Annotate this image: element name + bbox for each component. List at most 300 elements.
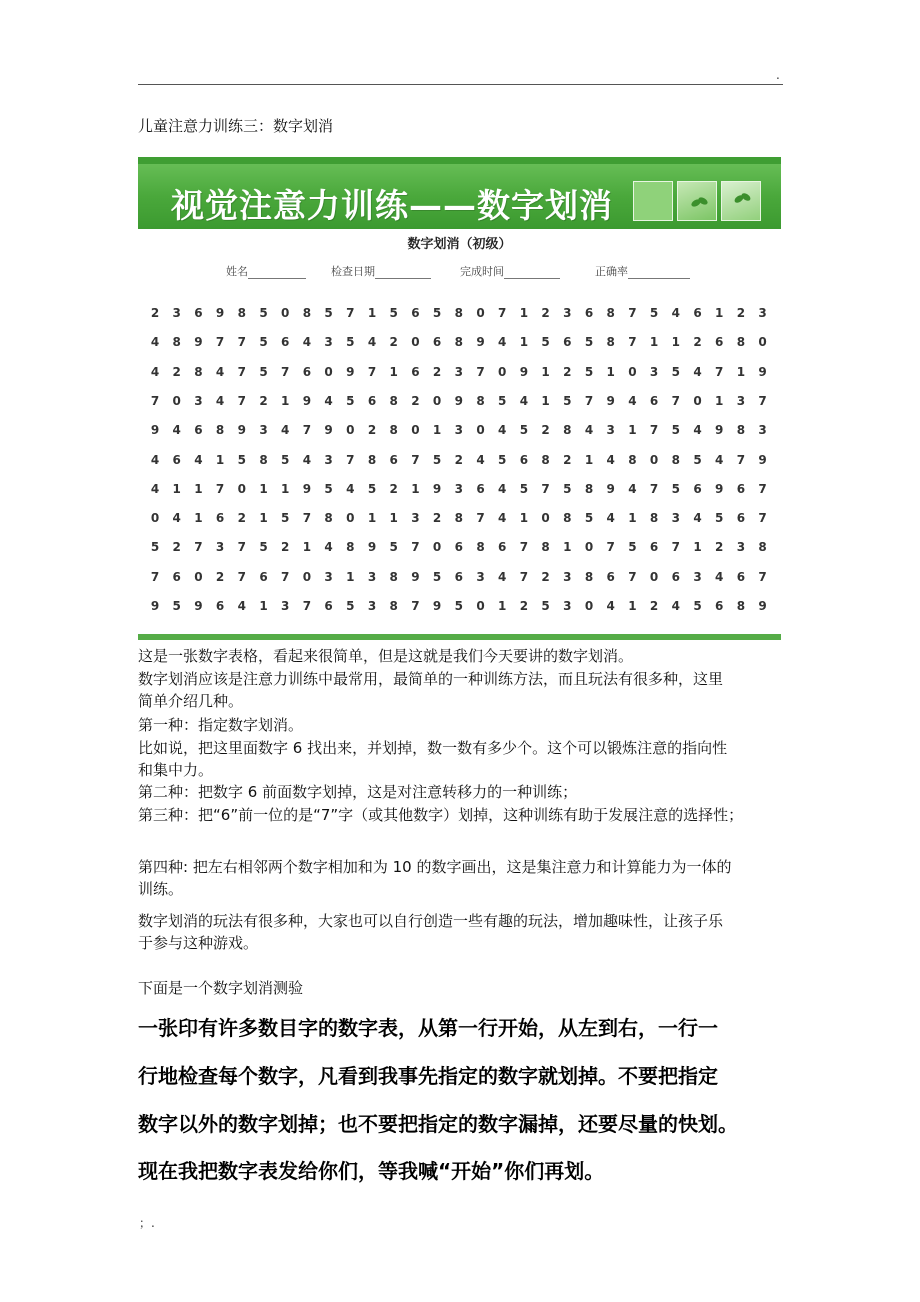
digit-cell: 0 bbox=[150, 511, 160, 526]
digit-cell: 3 bbox=[454, 481, 463, 496]
digit-cell: 7 bbox=[671, 540, 680, 555]
paragraph-line: 和集中力。 bbox=[138, 761, 214, 779]
digit-cell: 7 bbox=[649, 423, 659, 438]
digit-cell: 6 bbox=[215, 599, 225, 613]
field-blank bbox=[504, 268, 560, 279]
digit-cell: 0 bbox=[584, 540, 594, 555]
field-finish-time bbox=[460, 263, 560, 279]
digit-cell: 0 bbox=[584, 599, 594, 613]
digit-cell: 4 bbox=[606, 452, 615, 467]
digit-cell: 7 bbox=[736, 452, 746, 467]
digit-cell: 1 bbox=[389, 511, 398, 526]
digit-cell: 4 bbox=[498, 335, 507, 350]
digit-cell: 5 bbox=[346, 599, 355, 613]
digit-cell: 1 bbox=[541, 393, 550, 408]
digit-cell: 5 bbox=[346, 335, 355, 350]
digit-cell: 9 bbox=[237, 423, 246, 438]
digit-cell: 5 bbox=[541, 335, 550, 350]
digit-cell: 6 bbox=[432, 335, 442, 350]
digit-cell: 2 bbox=[259, 393, 268, 408]
digit-cell: 3 bbox=[758, 306, 767, 320]
digit-cell: 0 bbox=[432, 540, 442, 555]
digit-cell: 5 bbox=[432, 569, 442, 584]
digit-cell: 6 bbox=[519, 452, 529, 467]
digit-cell: 9 bbox=[715, 423, 724, 438]
digit-cell: 5 bbox=[671, 481, 680, 496]
digit-cell: 0 bbox=[302, 569, 312, 584]
digit-cell: 5 bbox=[237, 452, 246, 467]
digit-cell: 4 bbox=[693, 423, 702, 438]
digit-cell: 4 bbox=[715, 452, 724, 467]
digit-cell: 2 bbox=[237, 511, 246, 526]
digit-cell: 2 bbox=[454, 452, 463, 467]
digit-cell: 9 bbox=[758, 452, 767, 467]
digit-cell: 1 bbox=[367, 306, 377, 320]
digit-cell: 5 bbox=[259, 540, 268, 555]
digit-cell: 1 bbox=[281, 481, 290, 496]
digit-cell: 7 bbox=[584, 393, 594, 408]
digit-cell: 6 bbox=[649, 540, 659, 555]
digit-cell: 2 bbox=[541, 423, 550, 438]
digit-cell: 9 bbox=[194, 599, 203, 613]
digit-cell: 3 bbox=[324, 452, 333, 467]
paragraph-line: 第四种: 把左右相邻两个数字相加和为 10 的数字画出，这是集注意力和计算能力为一体的 bbox=[138, 858, 732, 876]
digit-cell: 6 bbox=[411, 306, 420, 320]
digit-cell: 1 bbox=[715, 306, 724, 320]
paragraph-line: 简单介绍几种。 bbox=[138, 692, 244, 710]
digit-cell: 3 bbox=[411, 511, 420, 526]
digit-cell: 1 bbox=[541, 364, 550, 379]
digit-cell: 0 bbox=[411, 335, 420, 350]
digit-cell: 6 bbox=[736, 569, 746, 584]
digit-cell: 0 bbox=[649, 452, 659, 467]
sprout-thumbnail bbox=[677, 181, 717, 221]
digit-cell: 4 bbox=[150, 364, 160, 379]
digit-cell: 5 bbox=[584, 364, 594, 379]
digit-cell: 5 bbox=[541, 599, 550, 613]
digit-cell: 5 bbox=[389, 540, 398, 555]
digit-cell: 8 bbox=[259, 452, 268, 467]
digit-cell: 5 bbox=[432, 452, 442, 467]
digit-cell: 4 bbox=[215, 364, 225, 379]
digit-cell: 7 bbox=[194, 540, 203, 555]
digit-cell: 3 bbox=[259, 423, 268, 438]
digit-cell: 1 bbox=[628, 423, 637, 438]
digit-cell: 8 bbox=[736, 335, 746, 350]
digit-cell: 7 bbox=[519, 569, 529, 584]
digit-cell: 3 bbox=[367, 569, 377, 584]
field-accuracy bbox=[595, 263, 690, 279]
digit-cell: 5 bbox=[563, 393, 572, 408]
digit-cell: 3 bbox=[454, 423, 463, 438]
digit-cell: 5 bbox=[324, 481, 333, 496]
digit-cell: 9 bbox=[324, 423, 333, 438]
digit-cell: 6 bbox=[215, 511, 225, 526]
digit-cell: 1 bbox=[259, 481, 268, 496]
digit-cell: 1 bbox=[584, 452, 594, 467]
digit-cell: 7 bbox=[671, 393, 680, 408]
digit-cell: 3 bbox=[758, 423, 767, 438]
digit-cell: 6 bbox=[194, 306, 203, 320]
field-blank bbox=[375, 268, 431, 279]
digit-cell: 0 bbox=[346, 423, 355, 438]
digit-cell: 0 bbox=[346, 511, 355, 526]
digit-cell: 1 bbox=[671, 335, 680, 350]
paragraph bbox=[138, 714, 303, 736]
digit-cell: 6 bbox=[693, 481, 702, 496]
paragraph-line: 比如说，把这里面数字 6 找出来，并划掉，数一数有多少个。这个可以锻炼注意的指向性 bbox=[138, 739, 728, 757]
digit-cell: 6 bbox=[715, 335, 724, 350]
banner-stripe bbox=[138, 157, 781, 164]
field-blank bbox=[248, 268, 306, 279]
digit-cell: 4 bbox=[628, 393, 637, 408]
digit-cell: 6 bbox=[498, 540, 507, 555]
digit-cell: 6 bbox=[606, 569, 615, 584]
digit-cell: 4 bbox=[715, 569, 724, 584]
digit-cell: 5 bbox=[671, 423, 680, 438]
digit-cell: 5 bbox=[693, 599, 702, 613]
digit-cell: 6 bbox=[411, 364, 420, 379]
paragraph-line: 第三种：把“6”前一位的是“7”字（或其他数字）划掉，这种训练有助于发展注意的选择性； bbox=[138, 806, 744, 824]
digit-cell: 5 bbox=[172, 599, 181, 613]
paragraph bbox=[138, 737, 727, 781]
digit-cell: 4 bbox=[519, 393, 529, 408]
digit-cell: 7 bbox=[628, 335, 637, 350]
digit-cell: 0 bbox=[194, 569, 203, 584]
digit-cell: 8 bbox=[563, 423, 572, 438]
digit-cell: 7 bbox=[628, 306, 637, 320]
digit-cell: 8 bbox=[671, 452, 680, 467]
digit-cell: 9 bbox=[215, 306, 225, 320]
instruction-line: 行地检查每个数字，凡看到我事先指定的数字就划掉。不要把指定 bbox=[138, 1064, 718, 1088]
digit-cell: 2 bbox=[693, 335, 702, 350]
digit-cell: 3 bbox=[736, 393, 746, 408]
digit-cell: 2 bbox=[172, 540, 181, 555]
figure-banner bbox=[138, 157, 781, 229]
digit-cell: 9 bbox=[758, 364, 767, 379]
digit-cell: 4 bbox=[498, 569, 507, 584]
digit-cell: 4 bbox=[324, 540, 333, 555]
field-label: 正确率 bbox=[595, 265, 628, 278]
digit-cell: 9 bbox=[432, 481, 442, 496]
digit-cell: 9 bbox=[411, 569, 420, 584]
digit-cell: 2 bbox=[541, 306, 550, 320]
digit-cell: 6 bbox=[281, 335, 290, 350]
paragraph bbox=[138, 856, 731, 900]
digit-cell: 6 bbox=[736, 481, 746, 496]
digit-cell: 8 bbox=[628, 452, 637, 467]
digit-cell: 0 bbox=[476, 423, 485, 438]
digit-cell: 1 bbox=[367, 511, 377, 526]
digit-cell: 4 bbox=[172, 511, 181, 526]
digit-cell: 4 bbox=[584, 423, 594, 438]
digit-cell: 9 bbox=[715, 481, 724, 496]
digit-cell: 1 bbox=[194, 511, 203, 526]
digit-cell: 4 bbox=[498, 481, 507, 496]
digit-cell: 9 bbox=[302, 481, 312, 496]
digit-cell: 1 bbox=[411, 481, 420, 496]
digit-cell: 9 bbox=[150, 423, 160, 438]
digit-cell: 8 bbox=[476, 540, 485, 555]
digit-cell: 4 bbox=[498, 423, 507, 438]
digit-cell: 4 bbox=[498, 511, 507, 526]
digit-cell: 5 bbox=[150, 540, 160, 555]
digit-cell: 3 bbox=[693, 569, 702, 584]
digit-cell: 0 bbox=[172, 393, 181, 408]
digit-cell: 8 bbox=[302, 306, 312, 320]
digit-cell: 4 bbox=[606, 511, 615, 526]
digit-cell: 1 bbox=[432, 423, 442, 438]
digit-cell: 9 bbox=[432, 599, 442, 613]
digit-cell: 1 bbox=[519, 335, 529, 350]
digit-cell: 4 bbox=[628, 481, 637, 496]
digit-cell: 8 bbox=[237, 306, 246, 320]
digit-cell: 7 bbox=[215, 335, 225, 350]
digit-cell: 0 bbox=[758, 335, 767, 350]
digit-cell: 5 bbox=[498, 393, 507, 408]
digit-cell: 1 bbox=[628, 511, 637, 526]
digit-cell: 5 bbox=[628, 540, 637, 555]
digit-cell: 8 bbox=[389, 569, 398, 584]
digit-cell: 9 bbox=[476, 335, 485, 350]
digit-cell: 4 bbox=[367, 335, 377, 350]
digit-cell: 4 bbox=[237, 599, 246, 613]
digit-cell: 8 bbox=[606, 306, 615, 320]
digit-cell: 5 bbox=[346, 393, 355, 408]
paragraph-line: 这是一张数字表格，看起来很简单，但是这就是我们今天要讲的数字划消。 bbox=[138, 647, 634, 665]
digit-cell: 8 bbox=[346, 540, 355, 555]
digit-cell: 8 bbox=[172, 335, 181, 350]
digit-cell: 9 bbox=[367, 540, 377, 555]
digit-cell: 1 bbox=[606, 364, 615, 379]
field-check-date bbox=[331, 263, 431, 279]
digit-cell: 0 bbox=[541, 511, 550, 526]
digit-cell: 5 bbox=[584, 335, 594, 350]
digit-cell: 2 bbox=[736, 306, 746, 320]
paragraph-line: 下面是一个数字划消测验 bbox=[138, 979, 304, 997]
digit-cell: 5 bbox=[671, 364, 680, 379]
digit-cell: 3 bbox=[194, 393, 203, 408]
paragraph bbox=[138, 668, 723, 712]
digit-cell: 7 bbox=[411, 540, 420, 555]
digit-cancellation-figure bbox=[138, 157, 781, 640]
digit-cell: 1 bbox=[563, 540, 572, 555]
digit-cell: 2 bbox=[563, 364, 572, 379]
digit-cell: 7 bbox=[758, 511, 767, 526]
digit-cell: 6 bbox=[259, 569, 268, 584]
decor-square bbox=[633, 181, 673, 221]
digit-cell: 6 bbox=[172, 569, 181, 584]
digit-cell: 2 bbox=[519, 599, 529, 613]
digit-cell: 2 bbox=[367, 423, 377, 438]
digit-cell: 7 bbox=[628, 569, 637, 584]
digit-cell: 7 bbox=[237, 364, 246, 379]
digit-cell: 6 bbox=[671, 569, 680, 584]
digit-cell: 7 bbox=[237, 335, 246, 350]
digit-cell: 8 bbox=[584, 569, 594, 584]
digit-cell: 6 bbox=[649, 393, 659, 408]
digit-cell: 6 bbox=[693, 306, 702, 320]
digit-cell: 9 bbox=[454, 393, 463, 408]
digit-cell: 1 bbox=[172, 481, 181, 496]
digit-cell: 0 bbox=[411, 423, 420, 438]
digit-cell: 0 bbox=[693, 393, 702, 408]
digit-cell: 4 bbox=[150, 481, 160, 496]
digit-cell: 3 bbox=[736, 540, 746, 555]
digit-cell: 4 bbox=[194, 452, 203, 467]
digit-cell: 6 bbox=[736, 511, 746, 526]
digit-cell: 5 bbox=[498, 452, 507, 467]
digit-cell: 0 bbox=[237, 481, 246, 496]
digit-cell: 1 bbox=[736, 364, 746, 379]
digit-cell: 7 bbox=[281, 364, 290, 379]
digit-cell: 3 bbox=[649, 364, 659, 379]
field-name bbox=[226, 263, 306, 279]
digit-cell: 1 bbox=[519, 306, 529, 320]
digit-cell: 2 bbox=[215, 569, 225, 584]
digit-cell: 3 bbox=[454, 364, 463, 379]
digit-cell: 8 bbox=[758, 540, 767, 555]
digit-cell: 9 bbox=[302, 393, 312, 408]
digit-cell: 3 bbox=[367, 599, 377, 613]
digit-cell: 9 bbox=[606, 481, 615, 496]
digit-cell: 7 bbox=[498, 306, 507, 320]
digit-cell: 1 bbox=[194, 481, 203, 496]
digit-cell: 7 bbox=[302, 511, 312, 526]
paragraph-line: 第二种：把数字 6 前面数字划掉，这是对注意转移力的一种训练； bbox=[138, 783, 578, 801]
digit-cell: 0 bbox=[281, 306, 290, 320]
digit-cell: 6 bbox=[367, 393, 377, 408]
sheet-title: 数字划消（初级） bbox=[407, 237, 512, 252]
digit-cell: 0 bbox=[432, 393, 442, 408]
digit-cell: 5 bbox=[715, 511, 724, 526]
digit-cell: 7 bbox=[411, 599, 420, 613]
digit-cell: 7 bbox=[346, 452, 355, 467]
digit-cell: 1 bbox=[281, 393, 290, 408]
digit-cell: 1 bbox=[498, 599, 507, 613]
digit-cell: 3 bbox=[606, 423, 615, 438]
digit-cell: 4 bbox=[693, 511, 702, 526]
digit-cell: 0 bbox=[324, 364, 333, 379]
digit-cell: 5 bbox=[519, 423, 529, 438]
digit-cell: 1 bbox=[389, 364, 398, 379]
digit-cell: 1 bbox=[649, 335, 659, 350]
digit-cell: 6 bbox=[172, 452, 181, 467]
digit-cell: 2 bbox=[432, 364, 442, 379]
digit-cell: 2 bbox=[281, 540, 290, 555]
digit-cell: 7 bbox=[758, 569, 767, 584]
digit-cell: 6 bbox=[584, 306, 594, 320]
digit-cell: 8 bbox=[476, 393, 485, 408]
digit-cell: 8 bbox=[736, 599, 746, 613]
digit-cell: 4 bbox=[346, 481, 355, 496]
paragraph-line: 于参与这种游戏。 bbox=[138, 934, 259, 952]
digit-cell: 6 bbox=[389, 452, 398, 467]
digit-cell: 9 bbox=[194, 335, 203, 350]
digit-cell: 2 bbox=[563, 452, 572, 467]
digit-cell: 3 bbox=[563, 306, 572, 320]
document-title: 儿童注意力训练三：数字划消 bbox=[138, 117, 334, 135]
digit-cell: 0 bbox=[476, 306, 485, 320]
digit-cell: 6 bbox=[454, 569, 463, 584]
digit-cell: 7 bbox=[411, 452, 420, 467]
instruction-line: 一张印有许多数目字的数字表，从第一行开始，从左到右，一行一 bbox=[138, 1016, 718, 1040]
digit-cell: 5 bbox=[259, 335, 268, 350]
digit-cell: 7 bbox=[606, 540, 615, 555]
digit-cell: 1 bbox=[302, 540, 312, 555]
digit-cell: 6 bbox=[194, 423, 203, 438]
digit-cell: 4 bbox=[302, 452, 312, 467]
digit-cell: 2 bbox=[150, 306, 160, 320]
instruction-line: 数字以外的数字划掉；也不要把指定的数字漏掉，还要尽量的快划。 bbox=[138, 1112, 738, 1136]
digit-cell: 5 bbox=[367, 481, 377, 496]
digit-cell: 8 bbox=[541, 452, 550, 467]
field-blank bbox=[628, 268, 690, 279]
digit-cell: 2 bbox=[172, 364, 181, 379]
digit-cell: 3 bbox=[563, 569, 572, 584]
digit-cell: 4 bbox=[693, 364, 702, 379]
digit-cell: 6 bbox=[715, 599, 724, 613]
digit-cell: 1 bbox=[519, 511, 529, 526]
digit-cell: 4 bbox=[281, 423, 290, 438]
digit-cell: 7 bbox=[649, 481, 659, 496]
digit-cell: 6 bbox=[324, 599, 333, 613]
digit-cell: 7 bbox=[150, 393, 160, 408]
digit-cell: 5 bbox=[584, 511, 594, 526]
banner-title: 视觉注意力训练——数字划消 bbox=[171, 186, 613, 225]
digit-cell: 8 bbox=[541, 540, 550, 555]
digit-cell: 7 bbox=[215, 481, 225, 496]
paragraph bbox=[138, 804, 743, 826]
digit-cell: 7 bbox=[237, 540, 246, 555]
digit-cell: 8 bbox=[584, 481, 594, 496]
digit-cell: 6 bbox=[563, 335, 572, 350]
paragraph bbox=[138, 910, 723, 954]
digit-cell: 0 bbox=[649, 569, 659, 584]
digit-cell: 3 bbox=[215, 540, 225, 555]
digit-cell: 8 bbox=[389, 599, 398, 613]
paragraph bbox=[138, 781, 577, 803]
digit-cell: 8 bbox=[194, 364, 203, 379]
paragraph bbox=[138, 977, 303, 999]
digit-cell: 3 bbox=[324, 569, 333, 584]
digit-cell: 7 bbox=[715, 364, 724, 379]
digit-cell: 1 bbox=[693, 540, 702, 555]
digit-cell: 5 bbox=[281, 511, 290, 526]
digit-cell: 2 bbox=[541, 569, 550, 584]
digit-cell: 8 bbox=[454, 335, 463, 350]
digit-cell: 5 bbox=[324, 306, 333, 320]
digit-cell: 5 bbox=[259, 306, 268, 320]
paragraph-line: 训练。 bbox=[138, 880, 184, 898]
digit-cell: 6 bbox=[454, 540, 463, 555]
digit-cell: 9 bbox=[346, 364, 355, 379]
sprout-thumbnail bbox=[721, 181, 761, 221]
digit-cell: 3 bbox=[324, 335, 333, 350]
paragraph-line: 第一种：指定数字划消。 bbox=[138, 716, 304, 734]
digit-cell: 4 bbox=[172, 423, 181, 438]
digit-cell: 9 bbox=[519, 364, 529, 379]
digit-cell: 3 bbox=[476, 569, 485, 584]
digit-cell: 2 bbox=[389, 335, 398, 350]
digit-cell: 2 bbox=[715, 540, 724, 555]
digit-cell: 9 bbox=[150, 599, 160, 613]
header-rule bbox=[138, 84, 783, 85]
digit-cell: 7 bbox=[476, 511, 485, 526]
digit-cell: 5 bbox=[693, 452, 702, 467]
paragraph bbox=[138, 645, 633, 667]
digit-cell: 1 bbox=[259, 599, 268, 613]
